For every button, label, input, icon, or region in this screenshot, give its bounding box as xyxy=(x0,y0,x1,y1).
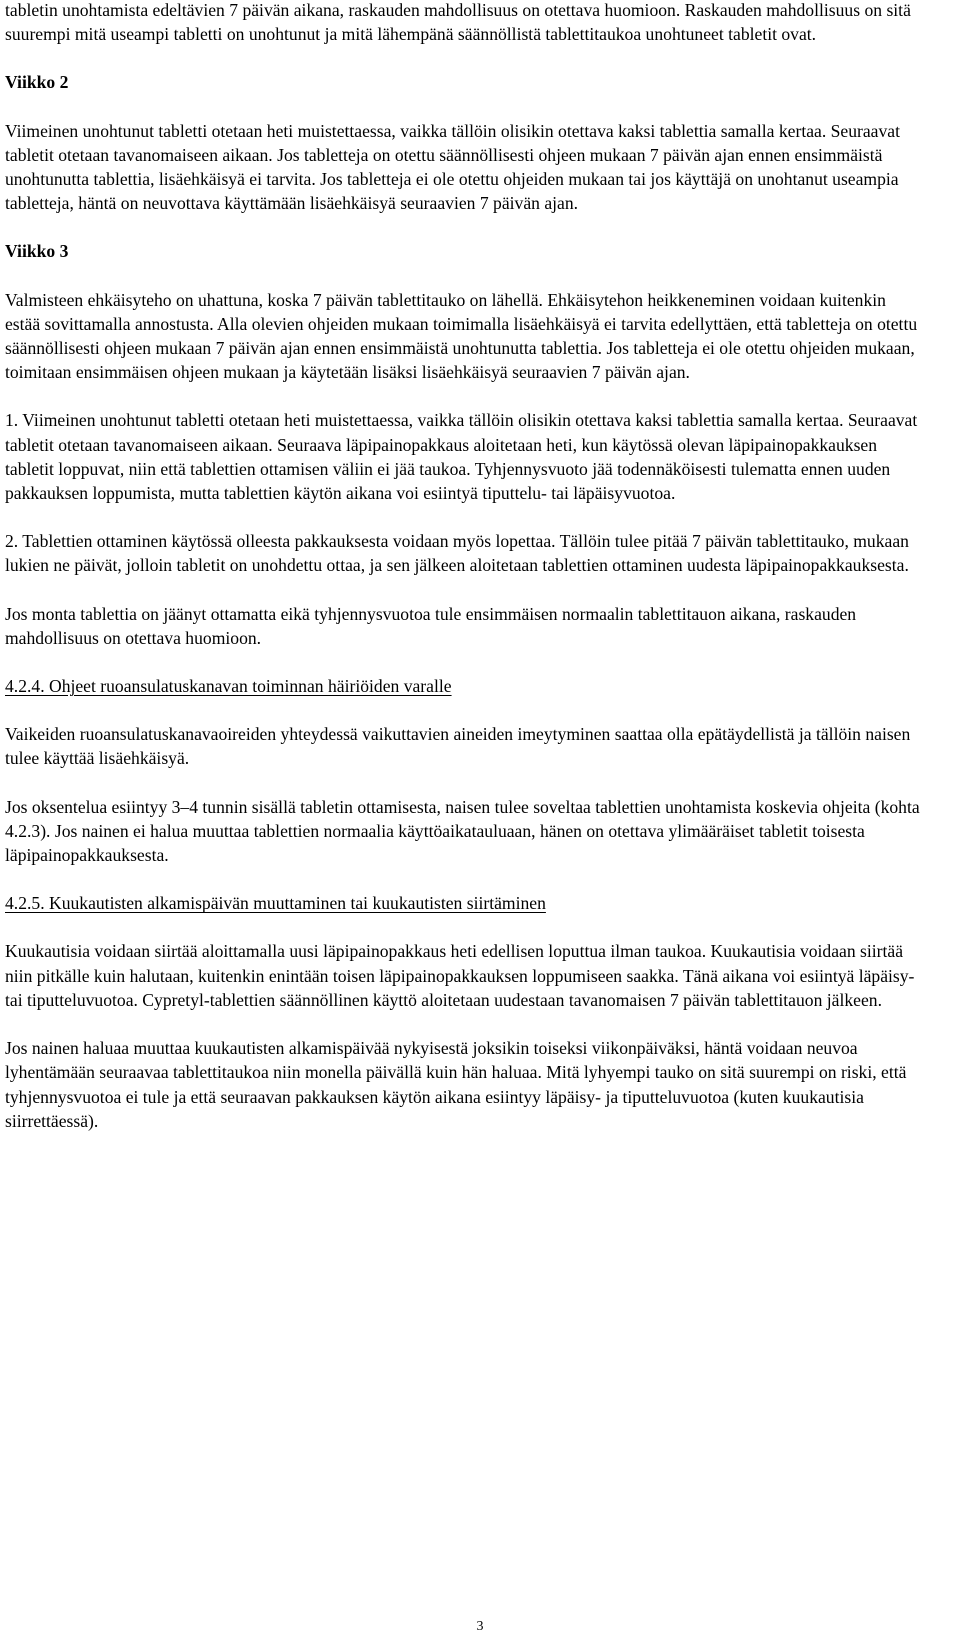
section-4-2-5-paragraph-1: Kuukautisia voidaan siirtää aloittamalla uusi läpipainopakkaus heti edellisen loputtua ilman taukoa. Kuukautisia voidaan siirtää niin pitkälle kuin halutaan, kuitenkin enintään toisen läpipainopakkauksen loppumiseen saakka. Tänä aikana voi esiintyä läpäisy- tai tiputteluvuotoa. Cypretyl-tablettien säännöllinen käyttö aloitetaan uudestaan tavanomaisen 7 päivän tablettitauon jälkeen. xyxy=(5,941,915,1010)
section-4-2-4-paragraph-1: Vaikeiden ruoansulatuskanavaoireiden yhteydessä vaikuttavien aineiden imeytyminen saattaa olla epätäydellistä ja tällöin naisen tulee käyttää lisäehkäisyä. xyxy=(5,724,911,769)
section-4-2-5-paragraph-2: Jos nainen haluaa muuttaa kuukautisten alkamispäivää nykyisestä joksikin toiseksi viikonpäiväksi, häntä voidaan neuvoa lyhentämään seuraavaa tablettitaukoa niin monella päivällä kuin hän haluaa. Mitä lyhyempi tauko on sitä suurempi on riski, että tyhjennysvuotoa ei tule ja että seuraavan pakkauksen käytön aikana esiintyy läpäisy- ja tiputteluvuotoa (kuten kuukautisia siirrettäessä). xyxy=(5,1038,907,1131)
week-3-heading: Viikko 3 xyxy=(5,241,69,262)
week-2-paragraph: Viimeinen unohtunut tabletti otetaan heti muistettaessa, vaikka tällöin olisikin otettava kaksi tablettia samalla kertaa. Seuraavat tabletit otetaan tavanomaiseen aikaan. Jos tabletteja on otettu säännöllisesti ohjeen mukaan 7 päivän ajan ennen ensimmäistä unohtunutta tablettia, lisäehkäisyä ei tarvita. Jos tabletteja ei ole otettu ohjeiden mukaan tai jos käyttäjä on unohtanut useampia tabletteja, häntä on neuvottava käyttämään lisäehkäisyä seuraavien 7 päivän ajan. xyxy=(5,120,900,214)
section-4-2-5-heading: 4.2.5. Kuukautisten alkamispäivän muuttaminen tai kuukautisten siirtäminen xyxy=(5,893,546,914)
section-4-2-4-paragraph-2: Jos oksentelua esiintyy 3–4 tunnin sisällä tabletin ottamisesta, naisen tulee soveltaa tablettien unohtamista koskevia ohjeita (kohta 4.2.3). Jos nainen ei halua muuttaa tablettien normaalia käyttöaikatauluaan, hänen on otettava ylimääräiset tabletit toisesta läpipainopakkauksesta. xyxy=(5,796,920,866)
section-4-2-4-heading: 4.2.4. Ohjeet ruoansulatuskanavan toiminnan häiriöiden varalle xyxy=(5,676,452,697)
week-3-paragraph: Valmisteen ehkäisyteho on uhattuna, koska 7 päivän tablettitauko on lähellä. Ehkäisytehon heikkeneminen voidaan kuitenkin estää sovittamalla annostusta. Alla olevien ohjeiden mukaan toimimalla lisäehkäisyä ei tarvita edellyttäen, että tabletteja on otettu säännöllisesti ohjeen mukaan 7 päivän ajan ennen ensimmäistä unohtunutta tablettia. Jos tabletteja ei ole otettu ohjeiden mukaan, toimitaan ensimmäisen ohjeen mukaan ja käytetään lisäksi lisäehkäisyä seuraavien 7 päivän ajan. xyxy=(5,289,918,383)
page-number: 3 xyxy=(476,1619,484,1634)
document-page xyxy=(5,0,923,1133)
intro-paragraph: tabletin unohtamista edeltävien 7 päivän aikana, raskauden mahdollisuus on otettava huomioon. Raskauden mahdollisuus on sitä suurempi mitä useampi tabletti on unohtunut ja mitä lähempänä säännöllistä tablettitaukoa unohtuneet tabletit ovat. xyxy=(5,0,911,45)
option-2-paragraph: 2. Tablettien ottaminen käytössä olleesta pakkauksesta voidaan myös lopettaa. Tällöin tulee pitää 7 päivän tablettitauko, mukaan lukien ne päivät, jolloin tabletit on unohdettu ottaa, ja sen jälkeen aloitetaan tablettien ottaminen uudesta läpipainopakkauksesta. xyxy=(5,531,909,576)
several-missed-paragraph: Jos monta tablettia on jäänyt ottamatta eikä tyhjennysvuotoa tule ensimmäisen normaalin tablettitauon aikana, raskauden mahdollisuus on otettava huomioon. xyxy=(5,603,857,648)
option-1-paragraph: 1. Viimeinen unohtunut tabletti otetaan heti muistettaessa, vaikka tällöin olisikin otettava kaksi tablettia samalla kertaa. Seuraavat tabletit otetaan tavanomaiseen aikaan. Seuraava läpipainopakkaus aloitetaan heti, kun käytössä olevan läpipainopakkauksen tabletit loppuvat, niin että tablettien ottamisen väliin ei jää taukoa. Tyhjennysvuoto jää todennäköisesti tulematta ennen uuden pakkauksen loppumista, mutta tablettien käytön aikana voi esiintyä tiputtelu- tai läpäisyvuotoa. xyxy=(5,410,918,504)
week-2-heading: Viikko 2 xyxy=(5,72,69,93)
